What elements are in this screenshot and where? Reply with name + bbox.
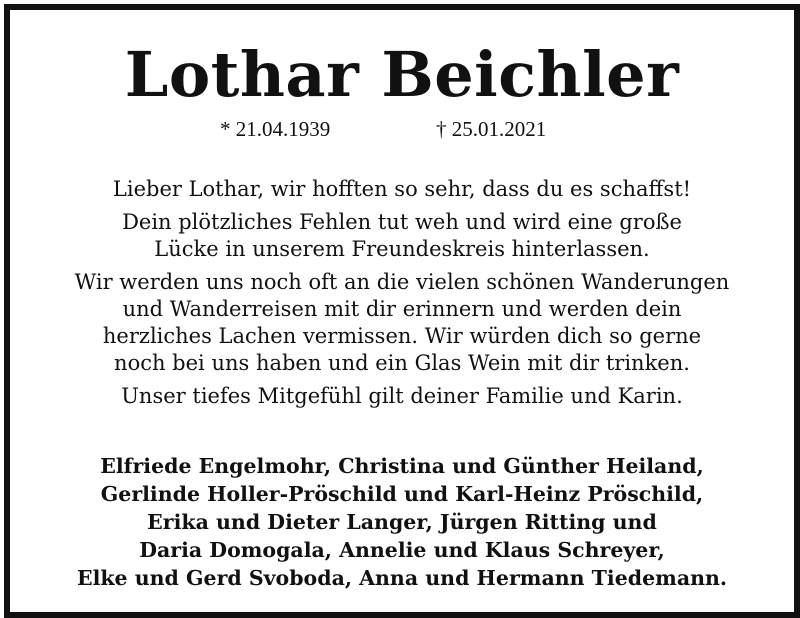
deceased-name: Lothar Beichler — [124, 38, 680, 111]
message-line: noch bei uns haben und ein Glas Wein mit dir trinken. — [114, 351, 690, 375]
message-paragraph — [10, 269, 794, 377]
message-line: herzliches Lachen vermissen. Wir würden dich so gerne — [102, 324, 702, 348]
message-line: und Wanderreisen mit dir erinnern und werden dein — [122, 297, 682, 321]
signers-list — [10, 452, 794, 592]
message-paragraph — [10, 383, 794, 410]
message-paragraph — [10, 209, 794, 263]
signer-line: Erika und Dieter Langer, Jürgen Ritting und — [147, 510, 657, 534]
message-line: Lücke in unserem Freundeskreis hinterlassen. — [154, 237, 650, 261]
signer-line: Gerlinde Holler-Pröschild und Karl-Heinz Pröschild, — [100, 482, 704, 506]
message-line: Wir werden uns noch oft an die vielen schönen Wanderungen — [74, 270, 730, 294]
obituary-notice — [4, 4, 800, 618]
life-dates — [10, 116, 794, 142]
message-paragraph — [10, 176, 794, 203]
death-date: † 25.01.2021 — [436, 117, 547, 141]
signer-line: Elfriede Engelmohr, Christina und Günther Heiland, — [100, 454, 704, 478]
condolence-message — [10, 176, 794, 416]
signer-line: Daria Domogala, Annelie und Klaus Schreyer, — [139, 538, 665, 562]
signer-line: Elke und Gerd Svoboda, Anna und Hermann Tiedemann. — [76, 566, 728, 590]
birth-date: * 21.04.1939 — [220, 117, 331, 141]
message-line: Lieber Lothar, wir hofften so sehr, dass du es schaffst! — [112, 177, 692, 201]
message-line: Dein plötzliches Fehlen tut weh und wird eine große — [122, 210, 682, 234]
message-line: Unser tiefes Mitgefühl gilt deiner Familie und Karin. — [121, 384, 683, 408]
